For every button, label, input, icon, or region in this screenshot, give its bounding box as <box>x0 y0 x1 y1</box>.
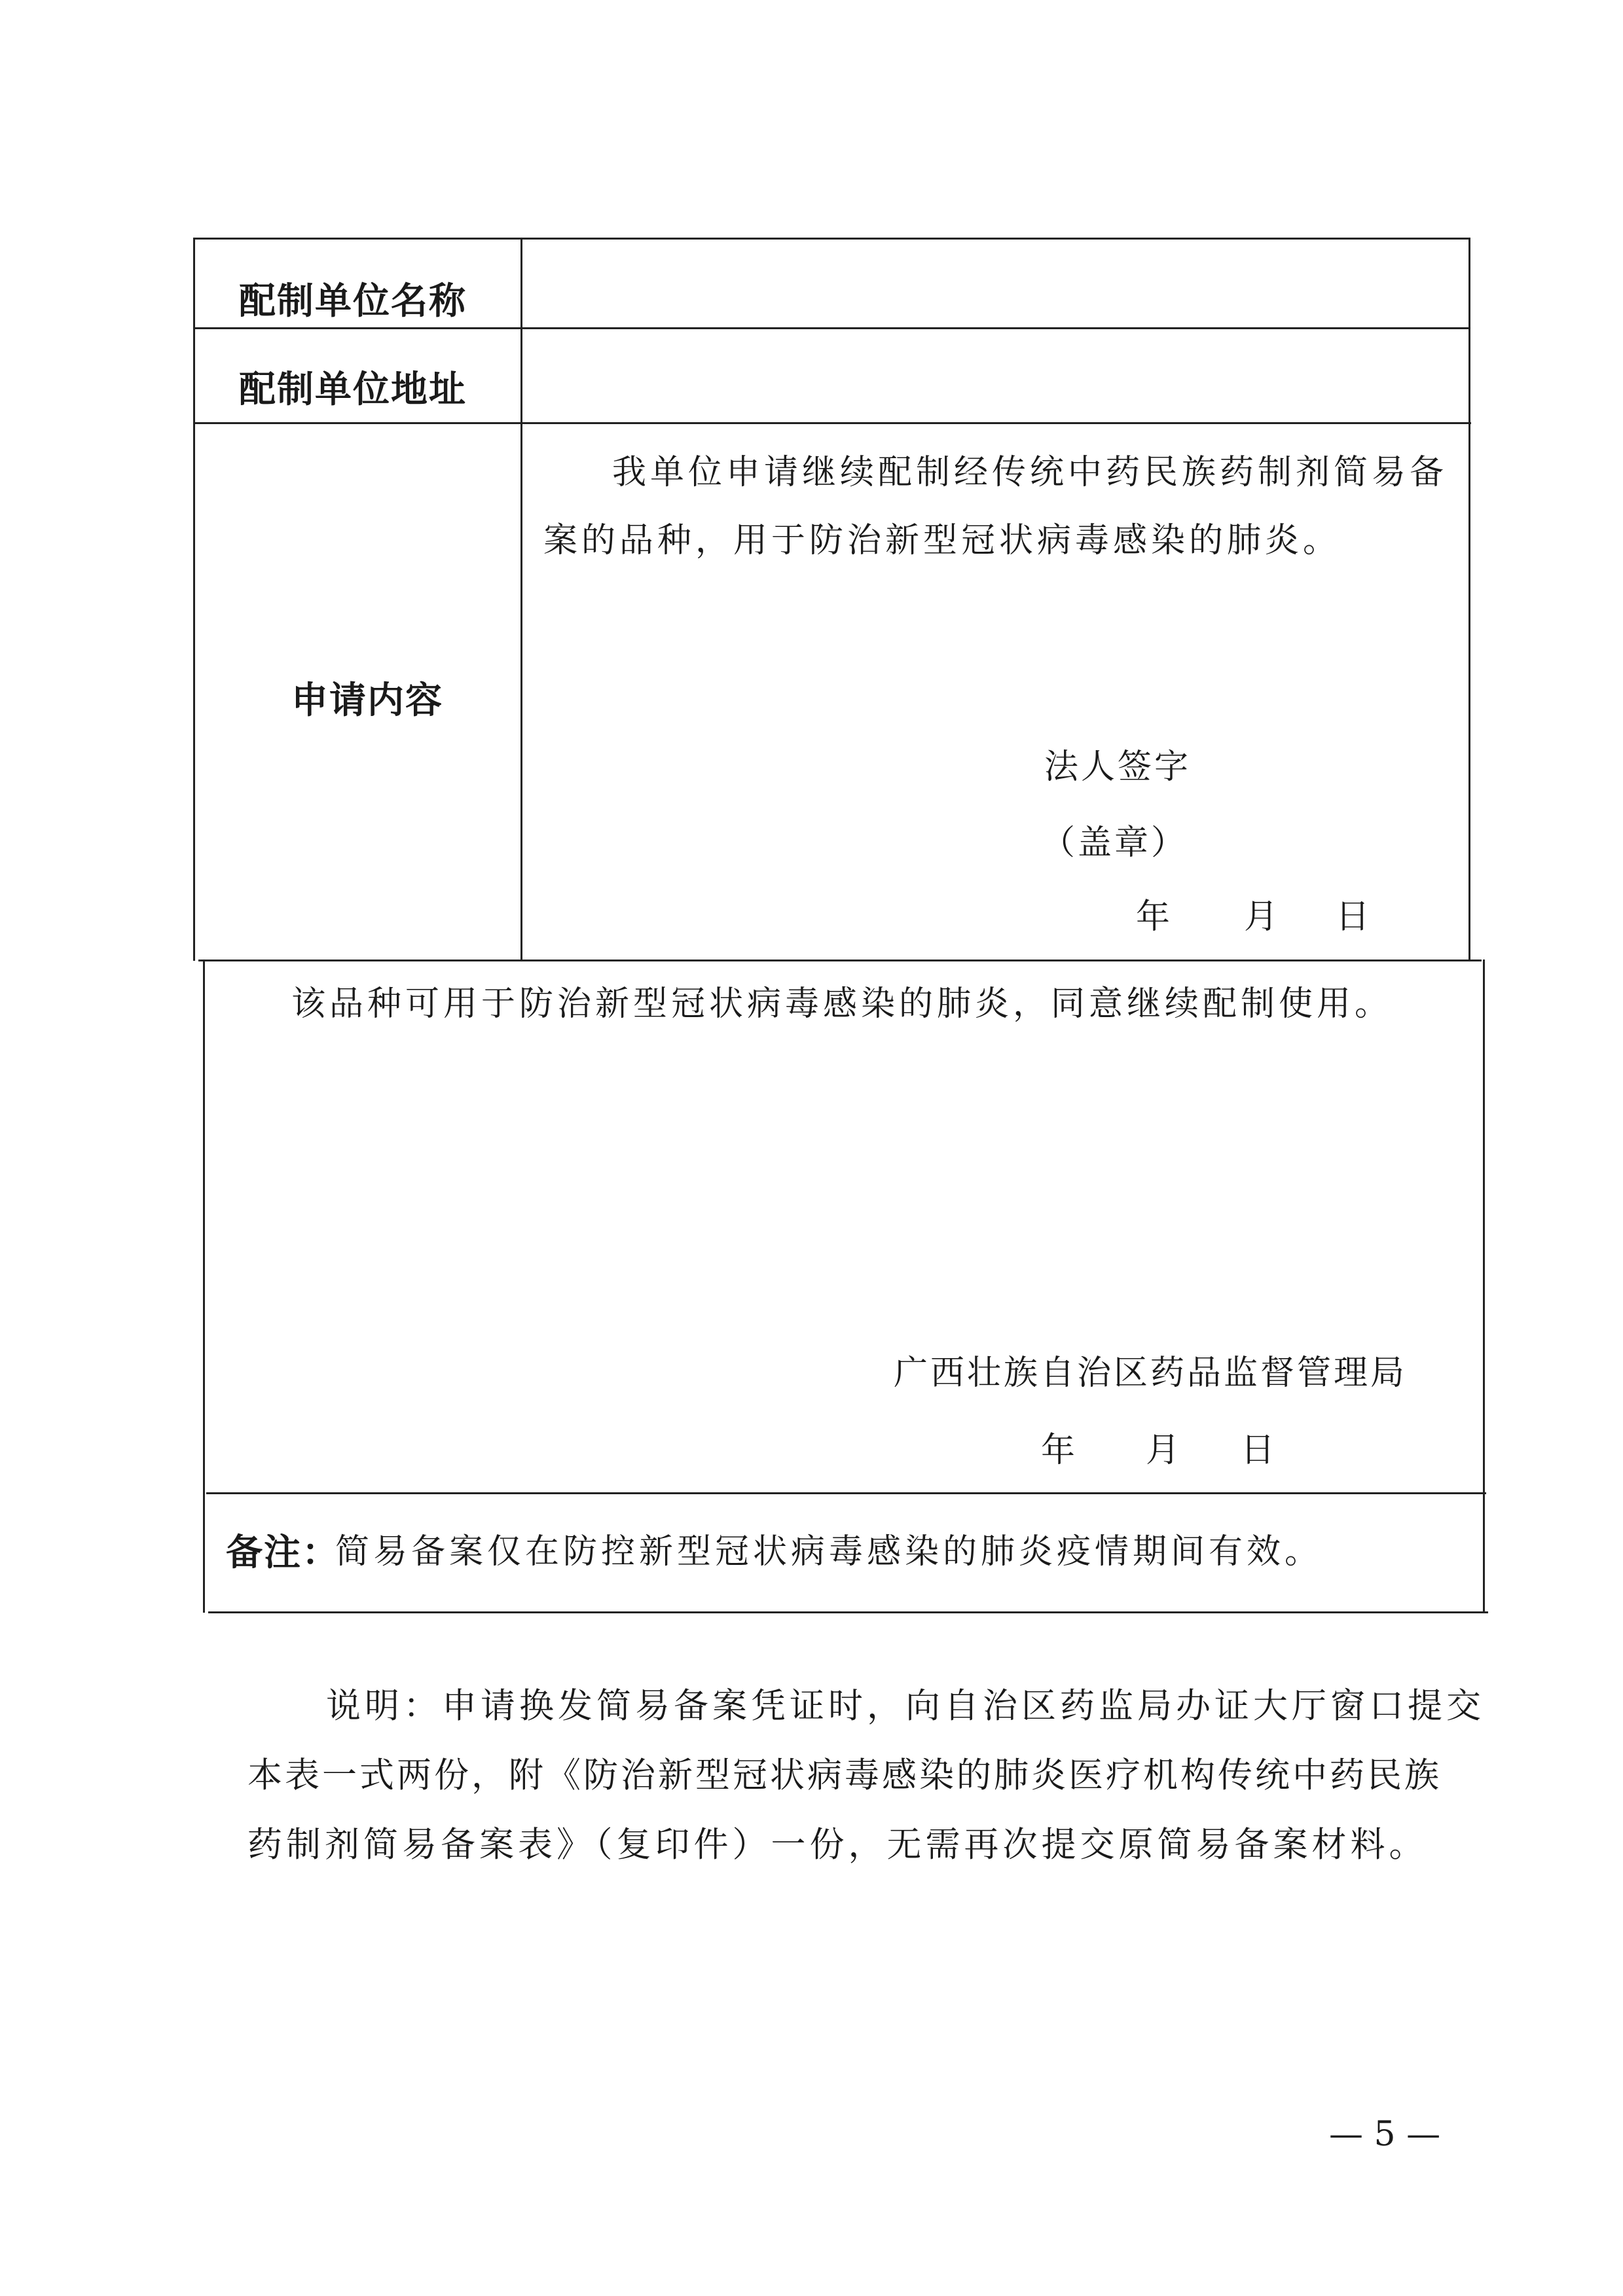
legal-signature-label: 法人签字 <box>1044 747 1192 787</box>
approval-year: 年 <box>1041 1431 1076 1470</box>
seal-label: （盖章） <box>1041 823 1188 863</box>
table-bottom-border <box>208 1611 1488 1613</box>
label-column-divider <box>520 238 522 961</box>
application-month: 月 <box>1244 897 1279 937</box>
unit-address-label: 配制单位地址 <box>239 368 467 411</box>
application-day: 日 <box>1336 897 1370 937</box>
unit-name-label: 配制单位名称 <box>239 280 467 323</box>
explanation-line3: 药制剂简易备案表》（复印件）一份，无需再次提交原简易备案材料。 <box>247 1825 1428 1865</box>
explanation-line2: 本表一式两份，附《防治新型冠状病毒感染的肺炎医疗机构传统中药民族 <box>247 1755 1442 1795</box>
note-label: 备注： <box>226 1532 340 1574</box>
approval-day: 日 <box>1241 1431 1275 1470</box>
table-left-border-lower <box>203 960 205 1613</box>
page-number: — 5 — <box>1329 2115 1441 2154</box>
approval-authority: 广西壮族自治区药品监督管理局 <box>894 1354 1408 1393</box>
application-year: 年 <box>1136 897 1171 937</box>
application-text-line2: 案的品种，用于防治新型冠状病毒感染的肺炎。 <box>543 521 1341 560</box>
approval-text: 该品种可用于防治新型冠状病毒感染的肺炎，同意继续配制使用。 <box>291 984 1393 1024</box>
table-right-border-lower <box>1483 960 1485 1613</box>
application-content-label: 申请内容 <box>291 679 443 722</box>
application-text-line1: 我单位申请继续配制经传统中药民族药制剂简易备 <box>612 453 1448 492</box>
explanation-line1: 说明：申请换发简易备案凭证时，向自治区药监局办证大厅窗口提交 <box>326 1686 1485 1726</box>
approval-month: 月 <box>1146 1431 1180 1470</box>
row3-bottom-border <box>198 960 1482 961</box>
row4-bottom-border <box>206 1492 1486 1494</box>
table-right-border <box>1468 238 1470 961</box>
row1-bottom-border <box>193 327 1470 329</box>
note-text: 简易备案仅在防控新型冠状病毒感染的肺炎疫情期间有效。 <box>335 1532 1323 1571</box>
row2-bottom-border <box>193 422 1471 424</box>
table-left-border <box>193 238 195 961</box>
table-top-border <box>193 238 1470 240</box>
